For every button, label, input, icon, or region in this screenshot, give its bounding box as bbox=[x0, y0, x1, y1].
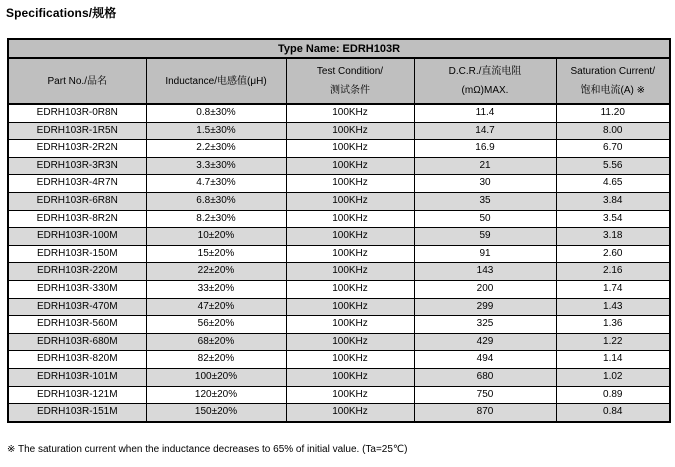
table-cell: 100KHz bbox=[286, 245, 414, 263]
table-cell: 100KHz bbox=[286, 263, 414, 281]
table-row bbox=[8, 245, 670, 263]
table-cell: 3.3±30% bbox=[146, 157, 286, 175]
table-cell: 2.16 bbox=[556, 263, 670, 281]
table-cell: EDRH103R-150M bbox=[8, 245, 146, 263]
table-cell: 4.7±30% bbox=[146, 175, 286, 193]
table-row bbox=[8, 316, 670, 334]
table-cell: 5.56 bbox=[556, 157, 670, 175]
table-cell: 2.2±30% bbox=[146, 140, 286, 158]
table-cell: 143 bbox=[414, 263, 556, 281]
table-row bbox=[8, 263, 670, 281]
table-cell: 325 bbox=[414, 316, 556, 334]
table-cell: 21 bbox=[414, 157, 556, 175]
table-cell: 35 bbox=[414, 192, 556, 210]
table-cell: 10±20% bbox=[146, 228, 286, 246]
table-row bbox=[8, 386, 670, 404]
table-cell: 100±20% bbox=[146, 368, 286, 386]
spec-table bbox=[7, 38, 671, 423]
table-cell: 100KHz bbox=[286, 228, 414, 246]
column-header-line: D.C.R./直流电阻 bbox=[448, 66, 522, 77]
table-cell: 1.22 bbox=[556, 333, 670, 351]
table-row bbox=[8, 192, 670, 210]
table-cell: 870 bbox=[414, 404, 556, 422]
table-cell: EDRH103R-8R2N bbox=[8, 210, 146, 228]
table-cell: EDRH103R-121M bbox=[8, 386, 146, 404]
table-cell: EDRH103R-680M bbox=[8, 333, 146, 351]
table-cell: EDRH103R-0R8N bbox=[8, 104, 146, 122]
column-header-line: 测试条件 bbox=[330, 85, 370, 96]
column-header-line: Saturation Current/ bbox=[570, 66, 655, 77]
table-cell: EDRH103R-4R7N bbox=[8, 175, 146, 193]
table-row bbox=[8, 298, 670, 316]
table-cell: 100KHz bbox=[286, 175, 414, 193]
table-cell: 50 bbox=[414, 210, 556, 228]
table-cell: EDRH103R-820M bbox=[8, 351, 146, 369]
table-cell: EDRH103R-151M bbox=[8, 404, 146, 422]
table-cell: 1.02 bbox=[556, 368, 670, 386]
table-row bbox=[8, 122, 670, 140]
table-cell: 11.4 bbox=[414, 104, 556, 122]
column-header bbox=[8, 58, 146, 104]
table-cell: 100KHz bbox=[286, 404, 414, 422]
table-cell: 100KHz bbox=[286, 351, 414, 369]
table-cell: 3.54 bbox=[556, 210, 670, 228]
table-row bbox=[8, 351, 670, 369]
table-row bbox=[8, 228, 670, 246]
table-row bbox=[8, 333, 670, 351]
table-cell: 100KHz bbox=[286, 386, 414, 404]
table-cell: 680 bbox=[414, 368, 556, 386]
table-cell: 0.84 bbox=[556, 404, 670, 422]
table-cell: EDRH103R-330M bbox=[8, 280, 146, 298]
footnote: ※ The saturation current when the inductance decreases to 65% of initial value. (Ta=25℃) bbox=[7, 444, 408, 455]
table-cell: 750 bbox=[414, 386, 556, 404]
table-row bbox=[8, 368, 670, 386]
table-cell: 22±20% bbox=[146, 263, 286, 281]
table-cell: 1.43 bbox=[556, 298, 670, 316]
table-cell: 1.74 bbox=[556, 280, 670, 298]
column-header-line: Part No./品名 bbox=[47, 75, 107, 87]
column-header bbox=[146, 58, 286, 104]
column-header-line: Inductance/电感值(μH) bbox=[165, 75, 267, 87]
table-row bbox=[8, 280, 670, 298]
table-cell: 100KHz bbox=[286, 122, 414, 140]
table-cell: 6.8±30% bbox=[146, 192, 286, 210]
table-cell: 100KHz bbox=[286, 333, 414, 351]
table-cell: EDRH103R-560M bbox=[8, 316, 146, 334]
table-cell: 0.89 bbox=[556, 386, 670, 404]
table-cell: 1.14 bbox=[556, 351, 670, 369]
table-cell: 100KHz bbox=[286, 280, 414, 298]
table-row bbox=[8, 140, 670, 158]
column-header-line: 饱和电流(A) ※ bbox=[580, 85, 645, 96]
table-cell: 100KHz bbox=[286, 368, 414, 386]
table-cell: 150±20% bbox=[146, 404, 286, 422]
table-row bbox=[8, 104, 670, 122]
table-cell: EDRH103R-100M bbox=[8, 228, 146, 246]
type-name-banner: Type Name: EDRH103R bbox=[8, 39, 670, 58]
table-cell: 91 bbox=[414, 245, 556, 263]
table-cell: 15±20% bbox=[146, 245, 286, 263]
table-cell: 1.5±30% bbox=[146, 122, 286, 140]
column-header-row bbox=[8, 58, 670, 104]
table-cell: 1.36 bbox=[556, 316, 670, 334]
table-cell: EDRH103R-220M bbox=[8, 263, 146, 281]
table-cell: 429 bbox=[414, 333, 556, 351]
table-cell: 4.65 bbox=[556, 175, 670, 193]
column-header bbox=[556, 58, 670, 104]
table-cell: 200 bbox=[414, 280, 556, 298]
column-header bbox=[286, 58, 414, 104]
table-cell: EDRH103R-3R3N bbox=[8, 157, 146, 175]
table-cell: 3.84 bbox=[556, 192, 670, 210]
table-cell: EDRH103R-470M bbox=[8, 298, 146, 316]
column-header bbox=[414, 58, 556, 104]
table-cell: 68±20% bbox=[146, 333, 286, 351]
table-cell: 33±20% bbox=[146, 280, 286, 298]
table-cell: 100KHz bbox=[286, 192, 414, 210]
column-header-line: (mΩ)MAX. bbox=[461, 85, 509, 96]
table-cell: 8.2±30% bbox=[146, 210, 286, 228]
table-row bbox=[8, 404, 670, 422]
table-cell: 82±20% bbox=[146, 351, 286, 369]
column-header-line: Test Condition/ bbox=[316, 66, 384, 77]
table-cell: 299 bbox=[414, 298, 556, 316]
type-name-row bbox=[8, 39, 670, 58]
table-cell: 16.9 bbox=[414, 140, 556, 158]
table-cell: EDRH103R-101M bbox=[8, 368, 146, 386]
table-cell: 120±20% bbox=[146, 386, 286, 404]
table-cell: 100KHz bbox=[286, 140, 414, 158]
table-cell: EDRH103R-2R2N bbox=[8, 140, 146, 158]
table-cell: 100KHz bbox=[286, 298, 414, 316]
table-cell: 59 bbox=[414, 228, 556, 246]
table-row bbox=[8, 210, 670, 228]
table-cell: 494 bbox=[414, 351, 556, 369]
table-cell: 100KHz bbox=[286, 157, 414, 175]
table-cell: 3.18 bbox=[556, 228, 670, 246]
table-cell: 6.70 bbox=[556, 140, 670, 158]
spec-table-body bbox=[8, 104, 670, 422]
table-cell: 56±20% bbox=[146, 316, 286, 334]
table-cell: 100KHz bbox=[286, 210, 414, 228]
table-cell: EDRH103R-1R5N bbox=[8, 122, 146, 140]
table-cell: 2.60 bbox=[556, 245, 670, 263]
table-cell: 0.8±30% bbox=[146, 104, 286, 122]
table-cell: 47±20% bbox=[146, 298, 286, 316]
table-cell: 100KHz bbox=[286, 104, 414, 122]
table-row bbox=[8, 175, 670, 193]
table-row bbox=[8, 157, 670, 175]
table-cell: 11.20 bbox=[556, 104, 670, 122]
table-cell: 8.00 bbox=[556, 122, 670, 140]
table-cell: 100KHz bbox=[286, 316, 414, 334]
table-cell: EDRH103R-6R8N bbox=[8, 192, 146, 210]
table-cell: 14.7 bbox=[414, 122, 556, 140]
page-title: Specifications/规格 bbox=[6, 6, 117, 20]
table-cell: 30 bbox=[414, 175, 556, 193]
